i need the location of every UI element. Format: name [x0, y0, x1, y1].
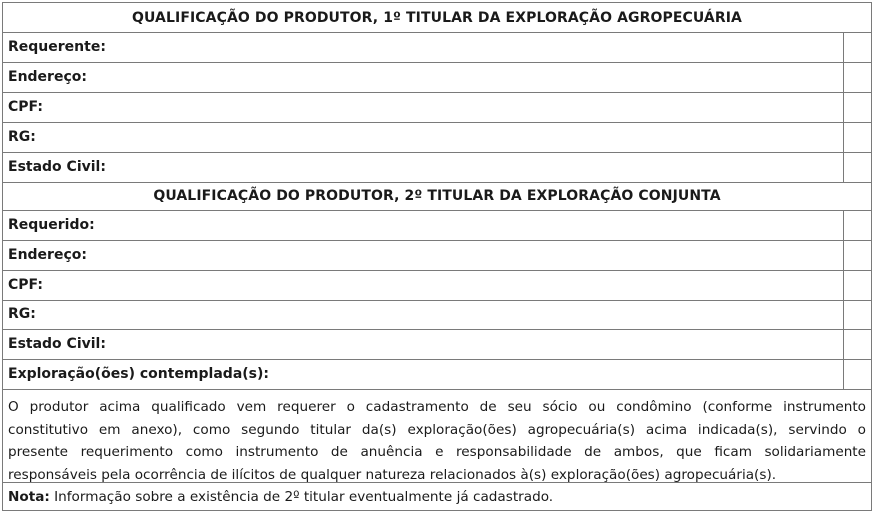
estado-civil-2-label: Estado Civil:: [8, 336, 106, 352]
field-estado-civil-2: [3, 330, 871, 360]
field-cpf-1: [3, 93, 871, 123]
producer-qualification-form: [2, 2, 872, 511]
requerente-label: Requerente:: [8, 39, 106, 55]
field-requerido: [3, 211, 871, 241]
statement-line: responsáveis pela ocorrência de ilícitos de qualquer natureza relacionados à(s) exploração(ões) agropecuária(s).: [8, 466, 777, 483]
endereco-1-label: Endereço:: [8, 69, 87, 85]
statement-line: constitutivo em anexo), como segundo titular da(s) exploração(ões) agropecuária(s) acima indicada(s), servindo o: [8, 421, 866, 438]
note-text: Informação sobre a existência de 2º titular eventualmente já cadastrado.: [49, 489, 554, 505]
field-requerente: [3, 33, 871, 63]
section1-title: [3, 3, 871, 33]
requerente-input[interactable]: [3, 33, 844, 62]
cpf-1-label: CPF:: [8, 99, 43, 115]
section1-title-text: QUALIFICAÇÃO DO PRODUTOR, 1º TITULAR DA EXPLORAÇÃO AGROPECUÁRIA: [132, 9, 742, 26]
rg-2-input[interactable]: [3, 300, 844, 329]
rg-1-label: RG:: [8, 129, 36, 145]
field-estado-civil-1: [3, 153, 871, 183]
rg-2-label: RG:: [8, 306, 36, 322]
cpf-2-input[interactable]: [3, 271, 844, 300]
note-row: [3, 483, 871, 512]
statement-line: O produtor acima qualificado vem requerer o cadastramento de seu sócio ou condômino (conforme instrumento: [8, 399, 866, 415]
field-exploracoes: [3, 360, 871, 390]
field-endereco-2: [3, 241, 871, 271]
endereco-2-input[interactable]: [3, 241, 844, 270]
cpf-2-label: CPF:: [8, 277, 43, 293]
estado-civil-2-input[interactable]: [3, 330, 844, 359]
endereco-2-label: Endereço:: [8, 247, 87, 263]
cpf-1-input[interactable]: [3, 93, 844, 122]
endereco-1-input[interactable]: [3, 63, 844, 92]
exploracoes-label: Exploração(ões) contemplada(s):: [8, 366, 269, 382]
statement-paragraph: [3, 390, 871, 483]
rg-1-input[interactable]: [3, 123, 844, 152]
section2-title-text: QUALIFICAÇÃO DO PRODUTOR, 2º TITULAR DA EXPLORAÇÃO CONJUNTA: [153, 187, 721, 204]
requerido-input[interactable]: [3, 211, 844, 240]
field-endereco-1: [3, 63, 871, 93]
estado-civil-1-input[interactable]: [3, 153, 844, 182]
requerido-label: Requerido:: [8, 217, 95, 233]
field-rg-1: [3, 123, 871, 153]
statement-line: presente requerimento como instrumento de anuência e responsabilidade de ambos, que ficam solidariamente: [8, 444, 866, 460]
section2-title: [3, 181, 871, 211]
note-label: Nota:: [8, 489, 50, 505]
field-cpf-2: [3, 271, 871, 301]
estado-civil-1-label: Estado Civil:: [8, 159, 106, 175]
field-rg-2: [3, 300, 871, 330]
